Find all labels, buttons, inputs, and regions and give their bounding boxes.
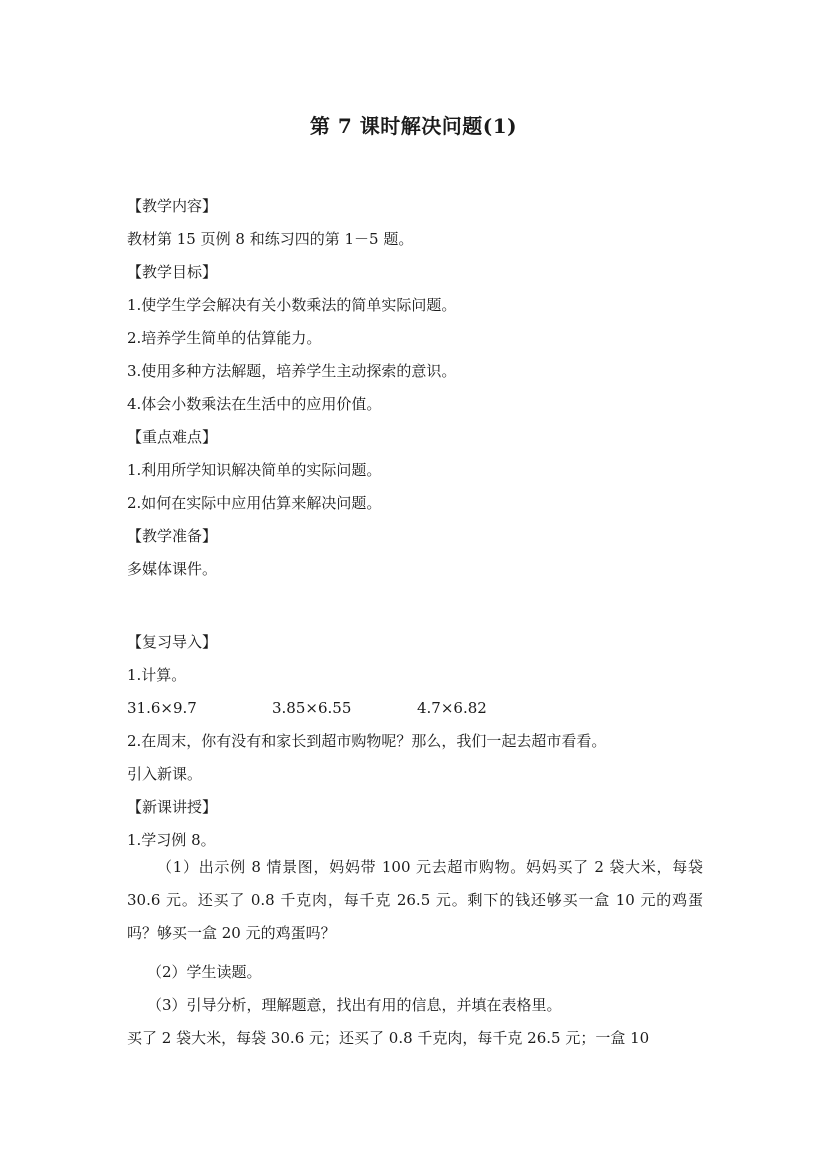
section-heading-new-lesson: 【新课讲授】	[127, 798, 218, 816]
lesson-step: 买了 2 袋大米，每袋 30.6 元；还买了 0.8 千克肉，每千克 26.5 元；一盒 10	[127, 1029, 650, 1047]
section-heading-goals: 【教学目标】	[127, 263, 218, 281]
preparation-text: 多媒体课件。	[127, 560, 218, 578]
calculation-item: 31.6×9.7	[127, 699, 197, 717]
lesson-step: （3）引导分析，理解题意，找出有用的信息，并填在表格里。	[147, 996, 562, 1014]
page-title: 第 7 课时解决问题(1)	[309, 114, 518, 138]
goal-item: 2.培养学生简单的估算能力。	[127, 329, 322, 347]
section-heading-content: 【教学内容】	[127, 197, 218, 215]
section-heading-review: 【复习导入】	[127, 633, 218, 651]
lesson-step: （2）学生读题。	[147, 963, 262, 981]
calculation-item: 4.7×6.82	[417, 699, 487, 717]
lesson-step-paragraph: （1）出示例 8 情景图，妈妈带 100 元去超市购物。妈妈买了 2 袋大米，每袋 30.6 元。还买了 0.8 千克肉，每千克 26.5 元。剩下的钱还够买一盒 10 元的鸡蛋吗？够买一盒 20 元的鸡蛋吗？	[127, 858, 703, 942]
goal-item: 1.使学生学会解决有关小数乘法的简单实际问题。	[127, 296, 457, 314]
goal-item: 3.使用多种方法解题，培养学生主动探索的意识。	[127, 362, 457, 380]
calculation-item: 3.85×6.55	[272, 699, 352, 717]
keypoint-item: 1.利用所学知识解决简单的实际问题。	[127, 461, 382, 479]
keypoint-item: 2.如何在实际中应用估算来解决问题。	[127, 494, 382, 512]
content-text: 教材第 15 页例 8 和练习四的第 1－5 题。	[127, 230, 414, 248]
calculation-row	[127, 697, 487, 719]
goal-item: 4.体会小数乘法在生活中的应用价值。	[127, 395, 382, 413]
section-heading-keypoints: 【重点难点】	[127, 428, 218, 446]
review-item: 引入新课。	[127, 765, 203, 783]
lesson-item: 1.学习例 8。	[127, 831, 216, 849]
review-item: 1.计算。	[127, 666, 187, 684]
section-heading-preparation: 【教学准备】	[127, 527, 218, 545]
review-item: 2.在周末，你有没有和家长到超市购物呢？那么，我们一起去超市看看。	[127, 732, 607, 750]
